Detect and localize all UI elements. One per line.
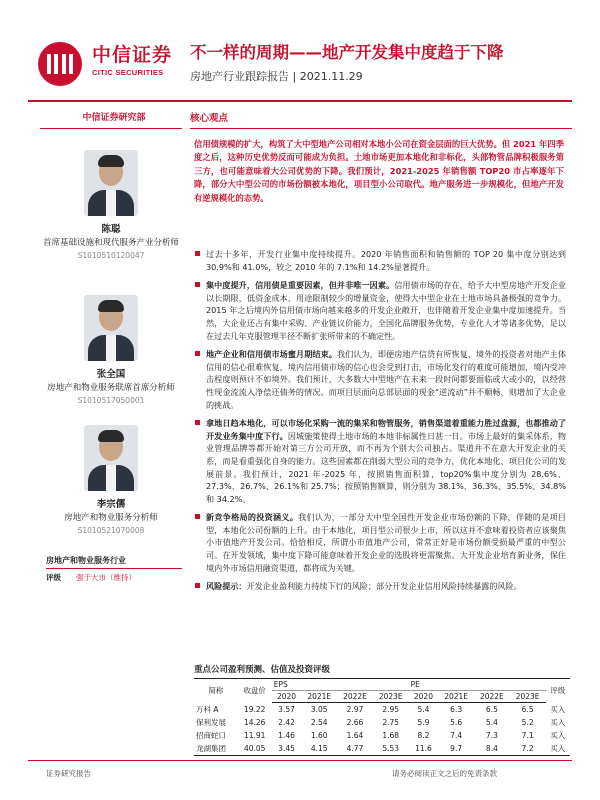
col-name: 简称 — [194, 679, 238, 703]
header-divider — [28, 100, 572, 102]
col-year: 2021E — [438, 691, 474, 703]
table-row: 龙湖集团 40.05 3.45 4.15 4.77 5.53 11.6 9.7 8.4 7.2 买入 — [194, 742, 570, 756]
footer-disclaimer: 请务必阅读正文之后的免责条款 — [392, 769, 497, 778]
rating-industry: 房地产和物业服务行业 — [46, 555, 182, 569]
analyst-name: 张全国 — [96, 369, 126, 380]
core-heading: 核心观点 — [190, 113, 229, 124]
citic-logo-icon — [38, 42, 82, 86]
research-org: 中信证券研究部 — [82, 113, 146, 123]
analyst-name: 陈聪 — [101, 224, 121, 235]
col-year: 2023E — [373, 691, 409, 703]
forecast-table — [194, 678, 570, 756]
analyst-id: S1010517050001 — [77, 396, 145, 405]
col-rating: 评级 — [546, 679, 570, 703]
core-divider — [190, 128, 572, 129]
col-pe: PE — [409, 679, 546, 691]
footer-divider — [28, 760, 572, 761]
analyst-role: 首席基础设施和现代服务产业分析师 — [42, 238, 179, 248]
table-row: 招商蛇口 11.91 1.46 1.60 1.64 1.68 8.2 7.4 7.3 7.1 买入 — [196, 730, 566, 740]
analyst-id: S1010521070008 — [77, 526, 145, 535]
analyst-card — [40, 295, 182, 405]
footer-left: 证券研究报告 — [46, 769, 91, 778]
col-eps: EPS — [272, 679, 409, 691]
rating-label: 评级 — [46, 573, 61, 582]
bullet-item: 新竞争格局的投资涵义。我们认为，一部分大中型全国性开发企业市场份额的下降，伴随的是项目型，本地化公司份额的上升。由于本地化，项目型公司很少上市，所以这并不意味着投资者应该聚焦小市值地产开发公司。恰恰相反，所谓小市值地产公司，常常正好是市场份额受损最严重的中型公司。在开发领域，集中度下降可能意味着开发企业的选股将更需聚焦。大开发企业培育新业务，保住境内外市场信用融资渠道，都将成为关键。 — [194, 511, 566, 574]
col-year: 2023E — [510, 691, 546, 703]
bullet-item: 集中度提升，信用债是重要因素，但并非唯一因素。信用债市场的存在，给予大中型房地产开发企业以长期限，低资金成本，用途限制较少的增量资金，使得大中型企业在土地市场具备极强的竞争力。2015 年之后境内外信用债市场向越来越多的开发企业敞开，也伴随着开发企业集中度加速提升。当然，大企业还占有集中采购、产业链议价能力，全国化品牌服务优势，专业化人才等诸多优势，足以在过去几年克服管理半径不断扩张所带来的不确定性。 — [194, 279, 566, 342]
avatar — [84, 295, 138, 361]
table-row: 保利发展 14.26 2.42 2.54 2.66 2.75 5.9 5.6 5.4 5.2 买入 — [196, 717, 566, 727]
analyst-name: 李宗儒 — [96, 499, 126, 510]
core-summary: 信用债规模的扩大，构筑了大中型地产公司相对本地小公司在资金层面的巨大优势。但 2021 年四季度之后，这种历史优势反而可能成为负担。土地市场更加本地化和非标化，头部物管品牌积极服务第三方，也可能意味着大公司优势的下降。我们预计，2021-2025 年销售额 TOP20 市占率逐年下降，部分大中型公司的市场份额被本地化，项目型小公司取代。地产服务进一步规模化，但地产开发有逆规模化的态势。 — [194, 139, 564, 203]
col-year: 2020 — [272, 691, 302, 703]
analyst-role: 房地产和物业服务分析师 — [64, 513, 158, 523]
analyst-role: 房地产和物业服务联席首席分析师 — [47, 383, 175, 393]
analyst-id: S1010510120047 — [77, 251, 145, 260]
bullet-item: 拿地日趋本地化，可以市场化采购一流的集采和物管服务，销售渠道着重能力胜过盘源，也都推动了开发业务集中度下行。因城施策使得土地市场的本地非标属性日甚一日。市场上最好的集采体系，物业管理品牌等都开始对第三方公司开放，而不再为个别大公司独占。渠道并不在意大开发企业的关系，而是看重强化自身的能力。这些因素都在削弱大型公司的竞争力，优化本地化、项目化公司的发展前景。我们预计，2021 年-2025 年，按照销售面积算，top20%集中度分别为 28.6%、27.3%、26.7%、26.1%和 25.7%；按照销售额算，则分别为 38.1%、36.3%、35.5%、34.8%和 34.2%。 — [194, 417, 566, 505]
report-subtitle: 房地产行业跟踪报告 | 2021.11.29 — [190, 70, 363, 83]
core-bullets — [194, 248, 566, 599]
bullet-item: 风险提示：开发企业盈利能力持续下行的风险；部分开发企业信用风险持续暴露的风险。 — [194, 580, 566, 593]
industry-rating — [46, 555, 182, 587]
report-title: 不一样的周期——地产开发集中度趋于下降 — [190, 43, 504, 62]
analyst-card — [40, 425, 182, 535]
report-header — [0, 0, 600, 100]
col-year: 2020 — [409, 691, 439, 703]
avatar — [84, 150, 138, 216]
bullet-item: 过去十多年，开发行业集中度持续提升。2020 年销售面积和销售额的 TOP 20 集中度分别达到 30.9%和 41.0%，较之 2010 年的 7.1%和 14.2%显著提升。 — [194, 248, 566, 273]
col-year: 2022E — [337, 691, 373, 703]
bullet-item: 地产企业和信用债市场蜜月期结束。我们认为，即便房地产信贷有所恢复，境外的投资者对地产主体信用的信心很难恢复，境内信用债市场的信心也会受到打击，市场化发行的难度可能增加，境内受冲击程度则预计不如境外。我们预计，大多数大中型地产在未来一段时间都要面临或大或小的，以经营性现金流流入净偿还债务的情况。而项目层面向总部层面的现金“逆流动”并不顺畅，则增加了大企业的挑战。 — [194, 348, 566, 411]
avatar — [84, 425, 138, 491]
col-year: 2022E — [474, 691, 510, 703]
sidebar-divider — [40, 128, 182, 129]
col-price: 收盘价 — [238, 679, 272, 703]
rating-value: 强于大市（维持） — [76, 573, 136, 582]
brand-name-cn: 中信证券 — [92, 44, 173, 66]
table-row: 万科 A 19.22 3.57 3.05 2.97 2.95 5.4 6.3 6.5 6.5 买入 — [196, 704, 566, 714]
col-year: 2021E — [301, 691, 337, 703]
analyst-card — [40, 150, 182, 260]
table-title: 重点公司盈利预测、估值及投资评级 — [194, 665, 331, 675]
brand-name-en: CITIC SECURITIES — [92, 68, 164, 77]
